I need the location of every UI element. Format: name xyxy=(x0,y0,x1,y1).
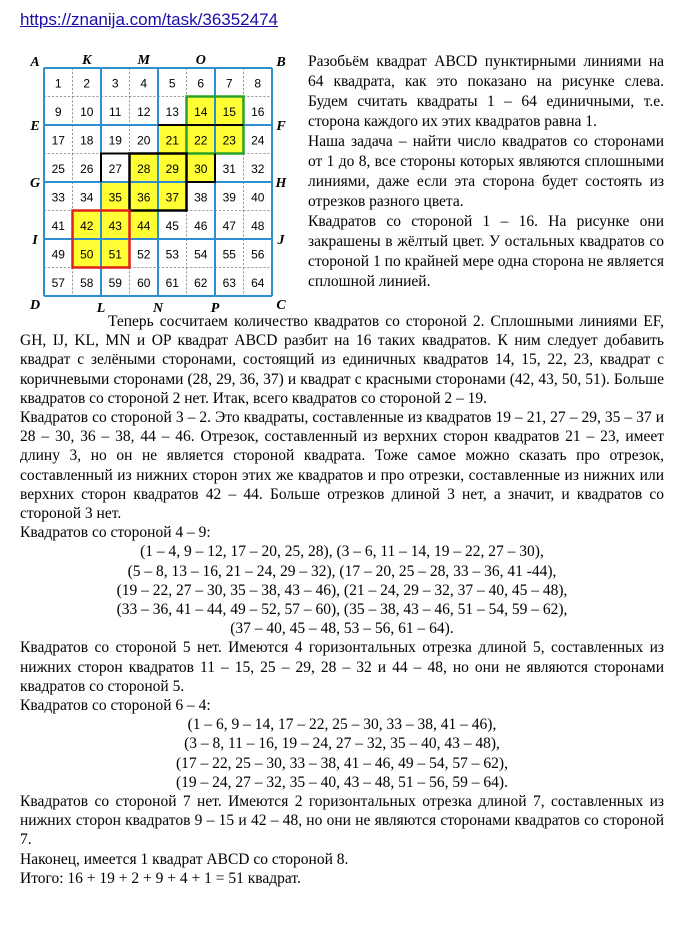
cell-number: 21 xyxy=(165,133,179,148)
cell-number: 47 xyxy=(222,218,236,233)
cell-number: 11 xyxy=(109,104,122,119)
square-diagram xyxy=(28,55,298,317)
cell-number: 15 xyxy=(222,104,236,119)
bottom-label: L xyxy=(96,301,106,316)
cell-number: 24 xyxy=(251,133,265,148)
cell-number: 23 xyxy=(222,133,236,148)
paragraph-side-5: Квадратов со стороной 5 нет. Имеются 4 горизонтальных отрезка длиной 5, составленных из нижних сторон квадратов 11 – 15, 25 – 29, 28 – 32 и 44 – 48, но они не являются сторонами квадратов со стороной 5. xyxy=(20,639,664,695)
cell-number: 58 xyxy=(80,275,94,290)
cell-number: 50 xyxy=(80,247,94,262)
right-label: H xyxy=(275,176,287,191)
cell-number: 45 xyxy=(165,218,179,233)
cell-number: 4 xyxy=(140,76,148,91)
cell-number: 25 xyxy=(51,161,65,176)
cell-number: 63 xyxy=(222,275,236,290)
cell-number: 43 xyxy=(108,218,122,233)
intro-paragraph-3: Квадратов со стороной 1 – 16. На рисунке они закрашены в жёлтый цвет. У остальных квадратов со стороной 1 по крайней мере одна сторона не является сплошной линией. xyxy=(308,213,664,290)
list4-line: (33 – 36, 41 – 44, 49 – 52, 57 – 60), (35 – 38, 43 – 46, 51 – 54, 59 – 62), xyxy=(116,601,568,619)
intro-paragraph-2: Наша задача – найти число квадратов со сторонами от 1 до 8, все стороны которых являются сплошными линиями, даже если эта сторона будет состоять из отрезков разного цвета. xyxy=(308,133,664,210)
grid-svg xyxy=(28,55,298,317)
cell-number: 18 xyxy=(80,133,94,148)
cell-number: 27 xyxy=(108,161,122,176)
cell-number: 62 xyxy=(194,275,208,290)
cell-number: 59 xyxy=(108,275,122,290)
cell-number: 20 xyxy=(137,133,151,148)
corner-label-d: D xyxy=(29,298,41,313)
top-label: M xyxy=(137,55,150,68)
cell-number: 52 xyxy=(137,247,151,262)
solution-text xyxy=(20,312,664,888)
cell-number: 14 xyxy=(194,104,208,119)
left-label: G xyxy=(29,176,41,191)
intro-text xyxy=(308,52,664,292)
corner-label-a: A xyxy=(30,55,40,70)
bottom-label: N xyxy=(152,301,164,316)
cell-number: 61 xyxy=(165,275,179,290)
cell-number: 60 xyxy=(137,275,151,290)
total-line: Итого: 16 + 19 + 2 + 9 + 4 + 1 = 51 квадрат. xyxy=(20,869,301,887)
right-label: J xyxy=(277,233,285,248)
list4-line: (37 – 40, 45 – 48, 53 – 56, 61 – 64). xyxy=(230,620,454,638)
paragraph-side-8: Наконец, имеется 1 квадрат ABCD со стороной 8. xyxy=(20,850,349,868)
cell-number: 10 xyxy=(80,104,94,119)
cell-number: 40 xyxy=(251,190,265,205)
cell-number: 3 xyxy=(111,76,119,91)
top-label: K xyxy=(82,55,92,68)
list6-line: (3 – 8, 11 – 16, 19 – 24, 27 – 32, 35 – 40, 43 – 48), xyxy=(184,735,500,753)
list6-line: (17 – 22, 25 – 30, 33 – 38, 41 – 46, 49 – 54, 57 – 62), xyxy=(176,754,508,772)
cell-number: 49 xyxy=(51,247,65,262)
list4-line: (1 – 4, 9 – 12, 17 – 20, 25, 28), (3 – 6, 11 – 14, 19 – 22, 27 – 30), xyxy=(140,543,544,561)
cell-number: 38 xyxy=(194,190,208,205)
list6-line: (19 – 24, 27 – 32, 35 – 40, 43 – 48, 51 – 56, 59 – 64). xyxy=(176,773,508,791)
cell-number: 30 xyxy=(194,161,208,176)
paragraph-side-6: Квадратов со стороной 6 – 4: xyxy=(20,697,211,715)
cell-number: 39 xyxy=(222,190,236,205)
right-label: F xyxy=(276,119,286,134)
bottom-label: P xyxy=(210,301,220,316)
top-label: O xyxy=(195,55,206,68)
cell-number: 64 xyxy=(251,275,265,290)
cell-number: 19 xyxy=(108,133,122,148)
cell-number: 9 xyxy=(54,104,62,119)
cell-number: 2 xyxy=(83,76,91,91)
cell-number: 42 xyxy=(80,218,94,233)
cell-number: 7 xyxy=(225,76,233,91)
cell-number: 5 xyxy=(168,76,176,91)
list6-line: (1 – 6, 9 – 14, 17 – 22, 25 – 30, 33 – 38, 41 – 46), xyxy=(187,716,497,734)
cell-number: 36 xyxy=(137,190,151,205)
paragraph-side-7: Квадратов со стороной 7 нет. Имеются 2 горизонтальных отрезка длиной 7, составленных из нижних сторон квадратов 9 – 15 и 42 – 48, но они не являются сторонами квадратов со стороной 7. xyxy=(20,793,664,849)
cell-number: 16 xyxy=(251,104,265,119)
corner-label-c: C xyxy=(276,298,286,313)
paragraph-side-2: Теперь сосчитаем количество квадратов со стороной 2. Сплошными линиями EF, GH, IJ, KL, MN и OP квадрат ABCD разбит на 16 таких квадратов. К ним следует добавить квадрат с зелёными сторонами, состоящий из единичных квадратов 14, 15, 22, 23, квадрат с коричневыми сторонами (28, 29, 36, 37) и квадрат с красными сторонами (42, 43, 50, 51). Больше квадратов со стороной 2 нет. Итак, всего квадратов со стороной 2 – 19. xyxy=(20,313,664,407)
cell-number: 46 xyxy=(194,218,208,233)
cell-number: 56 xyxy=(251,247,265,262)
cell-number: 31 xyxy=(222,161,236,176)
cell-number: 54 xyxy=(194,247,208,262)
cell-number: 26 xyxy=(80,161,94,176)
source-link[interactable]: https://znanija.com/task/36352474 xyxy=(20,10,278,29)
cell-number: 35 xyxy=(108,190,122,205)
cell-number: 17 xyxy=(51,133,65,148)
cell-number: 55 xyxy=(222,247,236,262)
cell-number: 12 xyxy=(137,104,151,119)
list4-line: (5 – 8, 13 – 16, 21 – 24, 29 – 32), (17 – 20, 25 – 28, 33 – 36, 41 -44), xyxy=(127,562,557,580)
cell-number: 41 xyxy=(51,218,65,233)
corner-label-b: B xyxy=(276,55,286,70)
cell-number: 32 xyxy=(251,161,265,176)
cell-number: 57 xyxy=(51,275,65,290)
left-label: I xyxy=(32,233,38,248)
cell-number: 8 xyxy=(254,76,262,91)
cell-number: 48 xyxy=(251,218,265,233)
cell-number: 34 xyxy=(80,190,94,205)
intro-paragraph-1: Разобьём квадрат ABCD пунктирными линиями на 64 квадрата, как это показано на рисунке слева. Будем считать квадраты 1 – 64 единичными, т.е. сторона каждого их этих квадратов равна 1. xyxy=(308,53,664,130)
left-label: E xyxy=(30,119,40,134)
cell-number: 29 xyxy=(165,161,179,176)
cell-number: 22 xyxy=(194,133,208,148)
cell-number: 53 xyxy=(165,247,179,262)
cell-number: 6 xyxy=(197,76,205,91)
cell-number: 37 xyxy=(165,190,179,205)
cell-number: 51 xyxy=(108,247,122,262)
list4-line: (19 – 22, 27 – 30, 35 – 38, 43 – 46), (21 – 24, 29 – 32, 37 – 40, 45 – 48), xyxy=(116,581,568,599)
cell-number: 33 xyxy=(51,190,65,205)
cell-number: 44 xyxy=(137,218,151,233)
cell-number: 1 xyxy=(54,76,62,91)
cell-number: 28 xyxy=(137,161,151,176)
paragraph-side-3: Квадратов со стороной 3 – 2. Это квадраты, составленные из квадратов 19 – 21, 27 – 29, 35 – 37 и 28 – 30, 36 – 38, 44 – 46. Отрезок, составленный из верхних сторон квадратов 21 – 23, имеет длину 3, но он не является стороной квадрата. Тоже самое можно сказать про отрезок, составленный из нижних сторон этих же квадратов и про отрезки, составленные из нижних или верхних сторон квадратов 42 – 44. Больше отрезков длиной 3 нет, а значит, и квадратов со стороной 3 нет. xyxy=(20,409,664,523)
cell-number: 13 xyxy=(165,104,179,119)
paragraph-side-4: Квадратов со стороной 4 – 9: xyxy=(20,524,211,542)
